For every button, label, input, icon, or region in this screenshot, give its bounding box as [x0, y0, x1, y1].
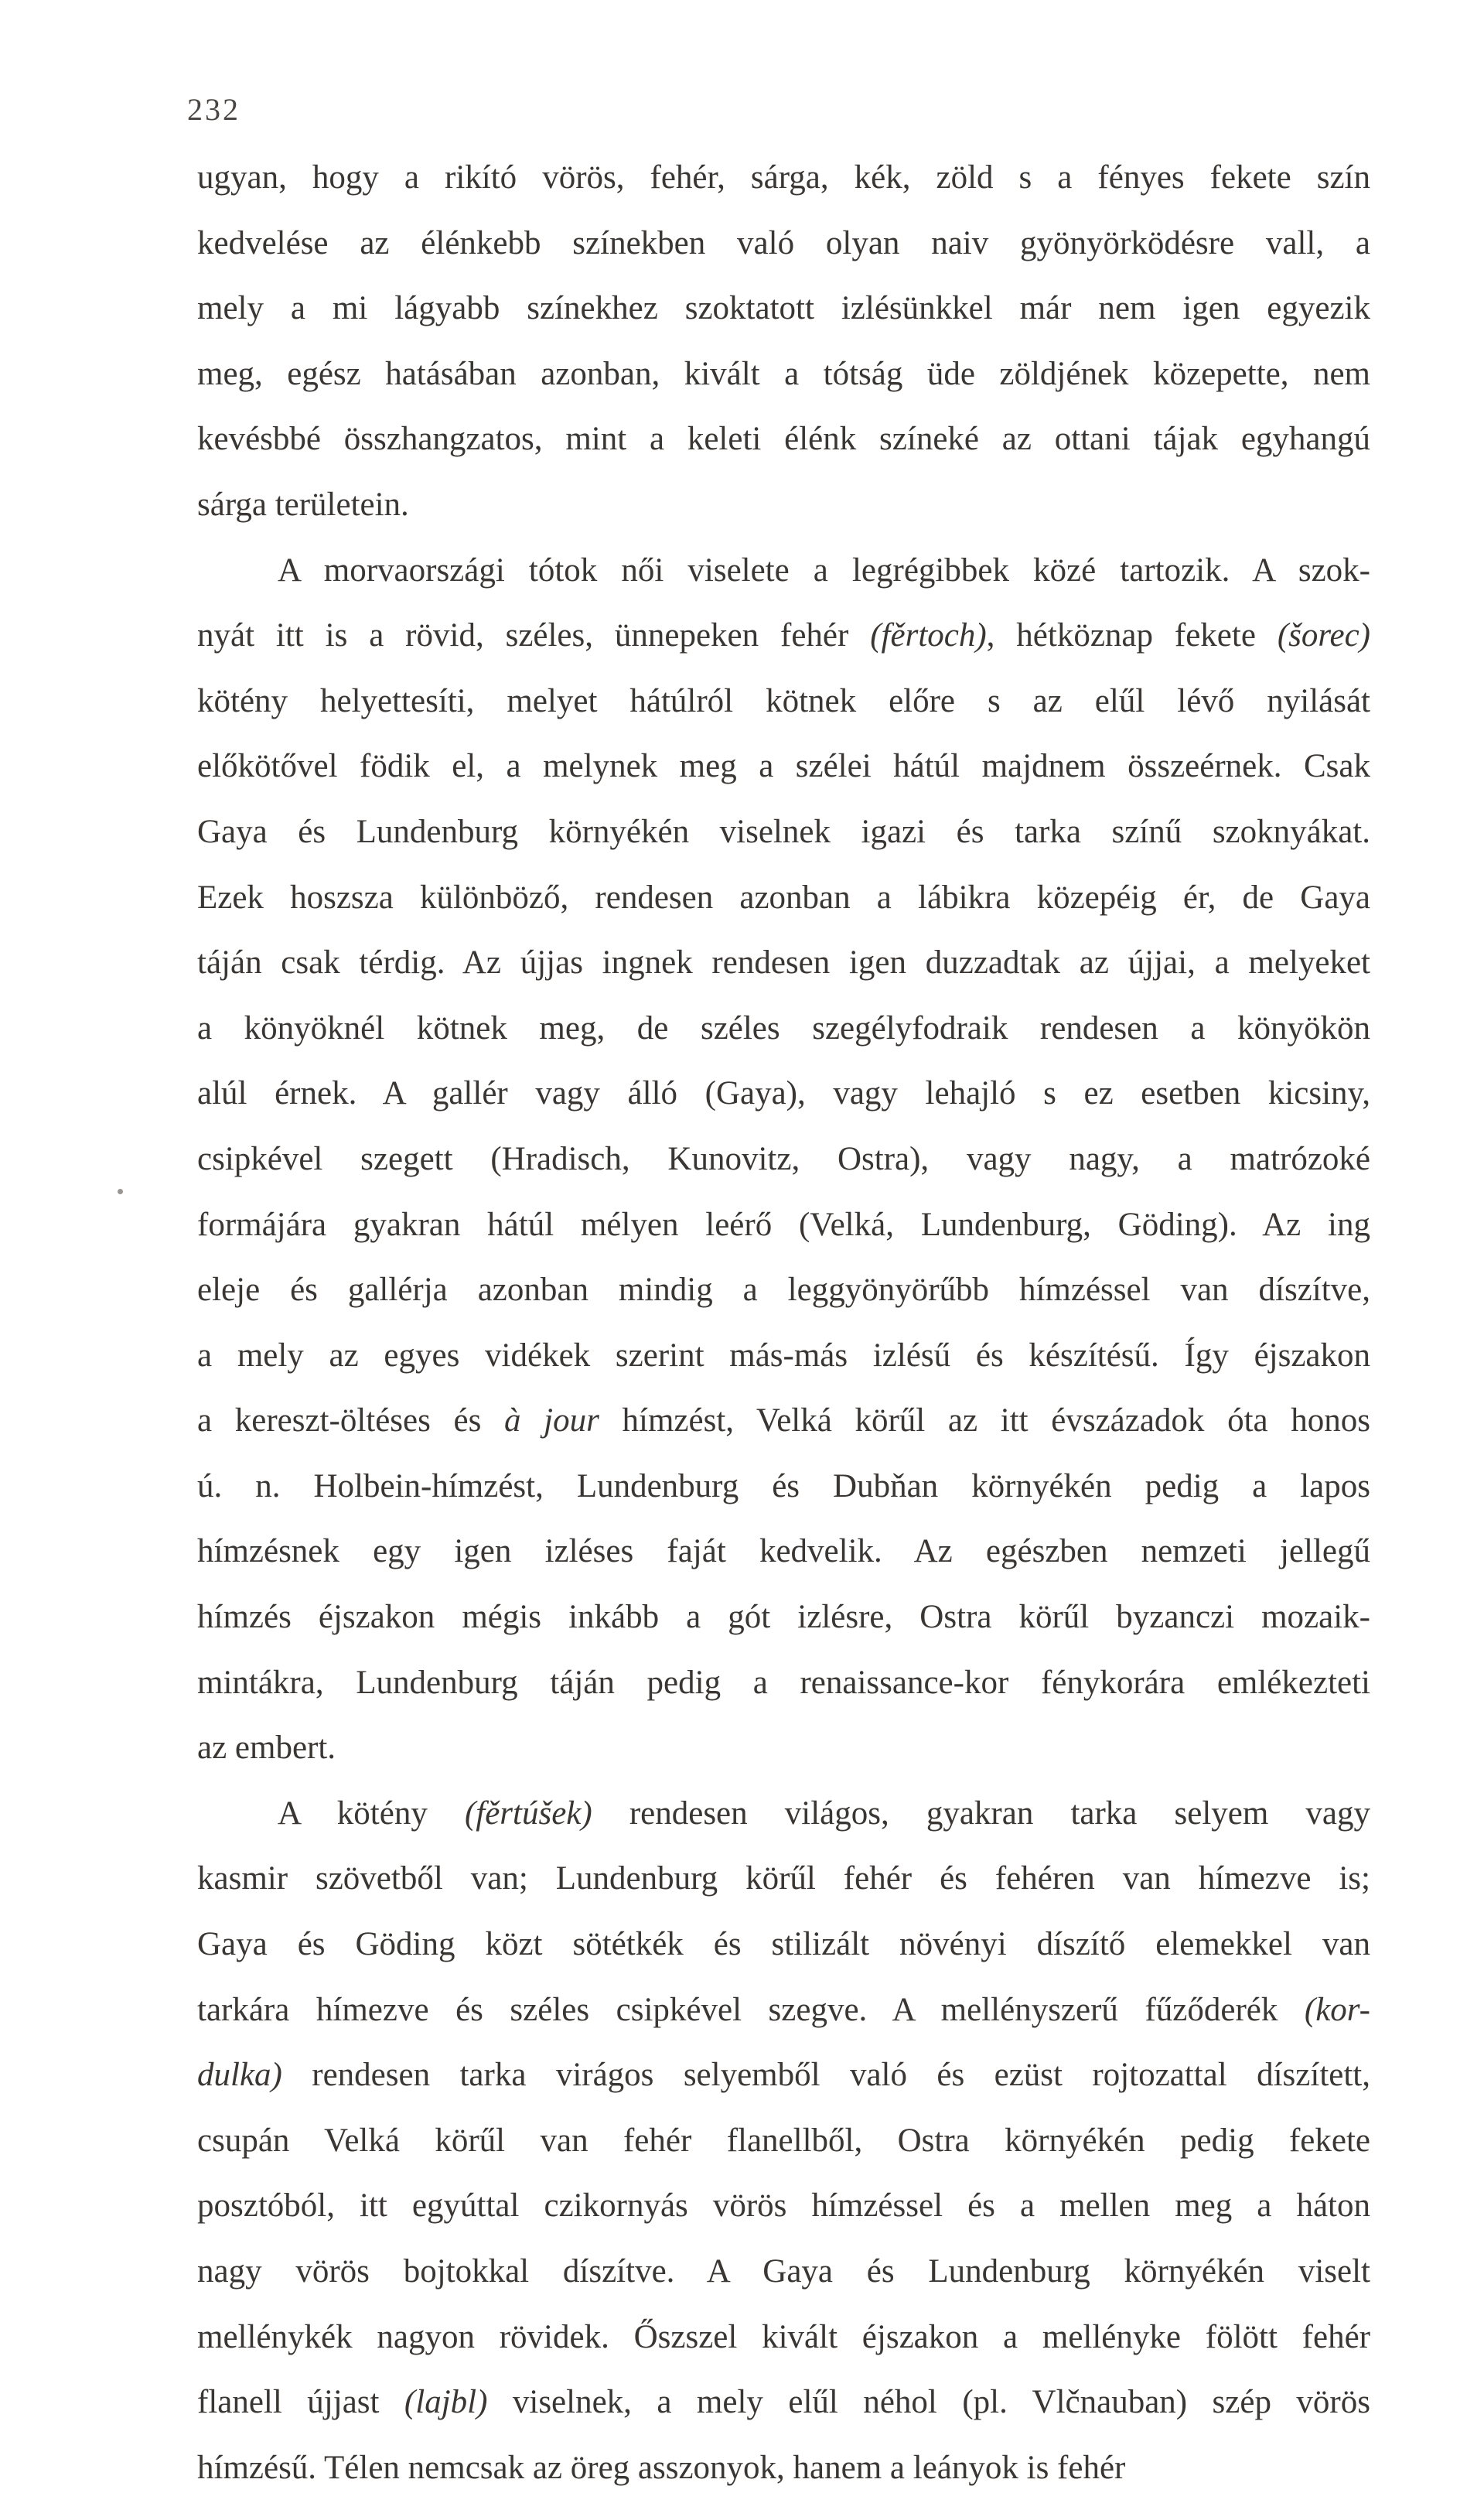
text-segment: tarkára hímezve és széles csipkével szegve. A mellényszerű fűződerék: [197, 1991, 1305, 2028]
text-line: Gaya és Göding közt sötétkék és stilizált növényi díszítő elemekkel van: [197, 1926, 1370, 1963]
text-line: [197, 2052, 1370, 2118]
body-text: [197, 155, 1370, 2510]
italic-term: (kor-: [1304, 1991, 1370, 2028]
text-line: csipkével szegett (Hradisch, Kunovitz, Ostra), vagy nagy, a matrózoké: [197, 1140, 1370, 1177]
text-line: táján csak térdig. Az újjas ingnek rendesen igen duzzadtak az újjai, a melyeket: [197, 944, 1370, 982]
text-line: mely a mi lágyabb színekhez szoktatott izlésünkkel már nem igen egyezik: [197, 290, 1370, 327]
italic-term: (fěrtoch): [870, 617, 987, 654]
text-line: kevésbbé összhangzatos, mint a keleti élénk színeké az ottani tájak egyhangú: [197, 421, 1370, 458]
text-segment: a kereszt-öltéses és: [197, 1402, 505, 1439]
italic-term: dulka): [197, 2057, 282, 2094]
text-line: [197, 613, 1370, 678]
text-line: [197, 2379, 1370, 2445]
text-segment: viselnek, a mely elűl néhol (pl. Vlčnauban) szép vörös: [487, 2384, 1370, 2421]
text-line: hímzés éjszakon mégis inkább a gót izlésre, Ostra körűl byzanczi mozaik-: [197, 1599, 1370, 1636]
text-line: csupán Velká körűl van fehér flanellből, Ostra környékén pedig fekete: [197, 2122, 1370, 2159]
text-line: Gaya és Lundenburg környékén viselnek igazi és tarka színű szoknyákat.: [197, 813, 1370, 850]
text-line: hímzésnek egy igen izléses faját kedvelik. Az egészben nemzeti jellegű: [197, 1533, 1370, 1570]
text-segment: nyát itt is a rövid, széles, ünnepeken fehér: [197, 617, 871, 654]
text-segment: A kötény: [278, 1795, 465, 1832]
italic-term: (šorec): [1277, 617, 1370, 654]
text-line: eleje és gallérja azonban mindig a leggyönyörűbb hímzéssel van díszítve,: [197, 1272, 1370, 1309]
text-line: az embert.: [197, 1730, 336, 1767]
text-segment: flanell újjast: [197, 2384, 404, 2421]
text-line: ú. n. Holbein-hímzést, Lundenburg és Dubňan környékén pedig a lapos: [197, 1467, 1370, 1504]
text-line: posztóból, itt egyúttal czikornyás vörös hímzéssel és a mellen meg a háton: [197, 2187, 1370, 2225]
text-line: ugyan, hogy a rikító vörös, fehér, sárga, kék, zöld s a fényes fekete szín: [197, 159, 1370, 196]
text-line: [197, 1791, 1370, 1856]
text-line: előkötővel födik el, a melynek meg a szélei hátúl majdnem összeérnek. Csak: [197, 748, 1370, 785]
text-line: hímzésű. Télen nemcsak az öreg asszonyok, hanem a leányok is fehér: [197, 2449, 1126, 2486]
text-line: formájára gyakran hátúl mélyen leérő (Velká, Lundenburg, Göding). Az ing: [197, 1206, 1370, 1243]
text-line: mellénykék nagyon rövidek. Őszszel kivált éjszakon a mellényke fölött fehér: [197, 2318, 1370, 2355]
text-segment: rendesen világos, gyakran tarka selyem vagy: [592, 1795, 1370, 1832]
text-line: kasmir szövetből van; Lundenburg körűl fehér és fehéren van hímezve is;: [197, 1860, 1370, 1897]
text-line: [197, 1987, 1370, 2053]
text-line: kedvelése az élénkebb színekben való olyan naiv gyönyörködésre vall, a: [197, 224, 1370, 261]
italic-term: (lajbl): [404, 2384, 488, 2421]
scan-speck: [118, 1189, 123, 1194]
text-line: sárga területein.: [197, 486, 409, 523]
text-line: a könyöknél kötnek meg, de széles szegélyfodraik rendesen a könyökön: [197, 1009, 1370, 1047]
page-number: 232: [187, 92, 241, 127]
text-segment: , hétköznap fekete: [986, 617, 1278, 654]
text-line: A morvaországi tótok női viselete a legrégibbek közé tartozik. A szok-: [278, 552, 1370, 589]
text-line: [197, 1398, 1370, 1463]
text-line: kötény helyettesíti, melyet hátúlról kötnek előre s az elűl lévő nyilását: [197, 682, 1370, 719]
text-line: meg, egész hatásában azonban, kivált a tótság üde zöldjének közepette, nem: [197, 355, 1370, 392]
italic-term: (fěrtúšek): [464, 1795, 592, 1832]
italic-term: à jour: [504, 1402, 599, 1439]
text-line: a mely az egyes vidékek szerint más-más izlésű és készítésű. Így éjszakon: [197, 1337, 1370, 1374]
text-line: Ezek hoszsza különböző, rendesen azonban a lábikra közepéig ér, de Gaya: [197, 879, 1370, 916]
text-segment: hímzést, Velká körűl az itt évszázadok óta honos: [599, 1402, 1371, 1439]
text-segment: rendesen tarka virágos selyemből való és ezüst rojtozattal díszített,: [281, 2057, 1370, 2094]
text-line: mintákra, Lundenburg táján pedig a renaissance-kor fénykorára emlékezteti: [197, 1664, 1370, 1701]
text-line: alúl érnek. A gallér vagy álló (Gaya), vagy lehajló s ez esetben kicsiny,: [197, 1075, 1370, 1112]
text-line: nagy vörös bojtokkal díszítve. A Gaya és Lundenburg környékén viselt: [197, 2253, 1370, 2290]
